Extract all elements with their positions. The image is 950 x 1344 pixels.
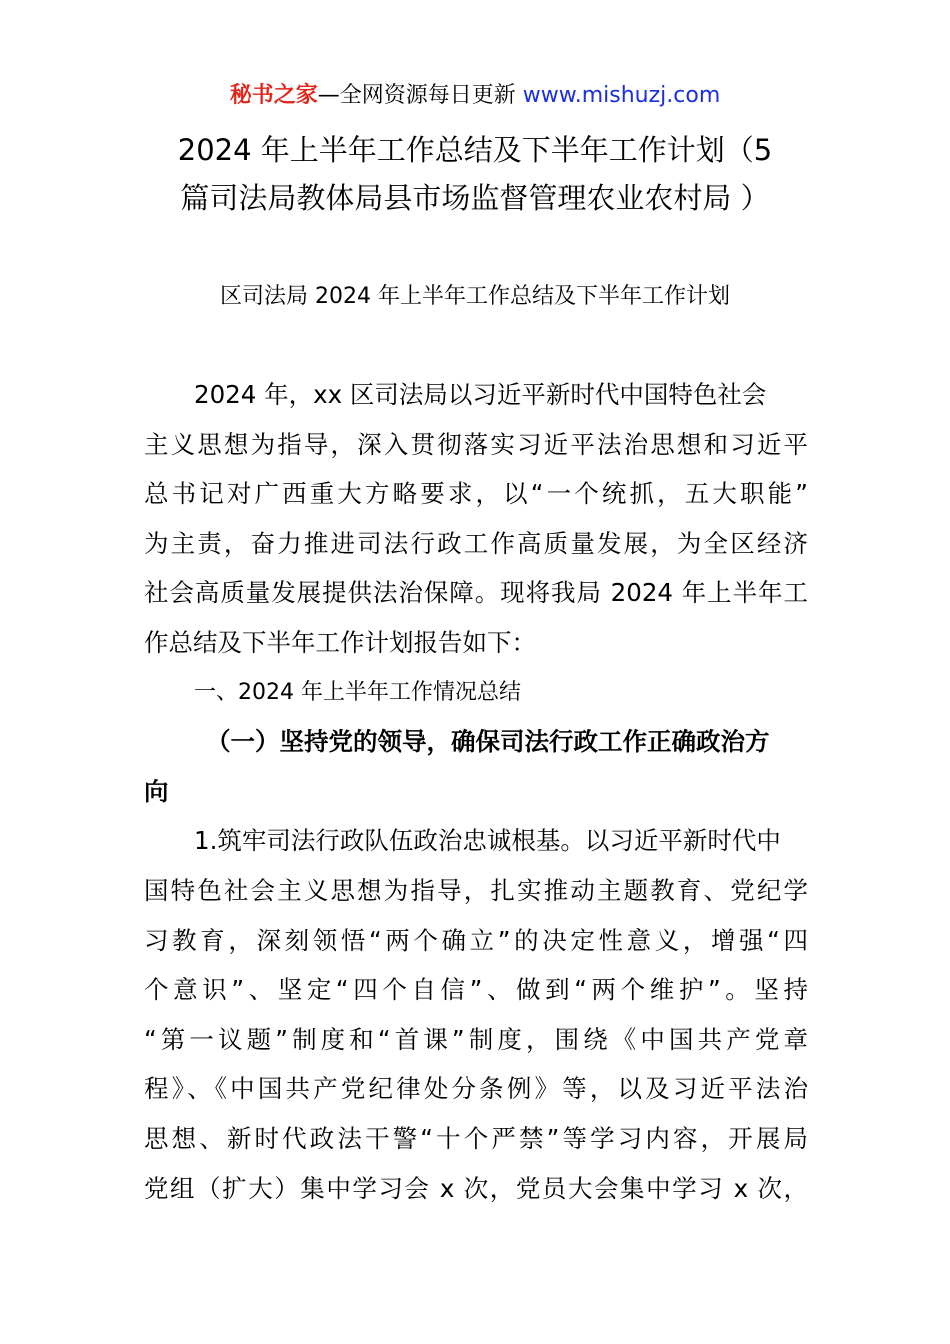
paragraph-line: 社会高质量发展提供法治保障。现将我局 2024 年上半年工 — [144, 578, 808, 608]
paragraph-line: 1.筑牢司法行政队伍政治忠诚根基。以习近平新时代中 — [194, 826, 781, 856]
paragraph-line: 个意识”、坚定“四个自信”、做到“两个维护”。坚持 — [144, 975, 808, 1005]
document-title-line: 篇司法局教体局县市场监督管理农业农村局 ） — [180, 181, 770, 215]
paragraph-line: 2024 年，xx 区司法局以习近平新时代中国特色社会 — [194, 380, 767, 409]
site-tagline: —全网资源每日更新 — [317, 83, 516, 108]
paragraph-line: 主义思想为指导，深入贯彻落实习近平法治思想和习近平 — [144, 429, 808, 459]
site-header — [0, 80, 950, 112]
paragraph-line: “第一议题”制度和“首课”制度，围绕《中国共产党章 — [144, 1024, 808, 1054]
brand-name: 秘书之家 — [229, 83, 318, 108]
subsection-heading-line: （一）坚持党的领导，确保司法行政工作正确政治方 — [206, 727, 770, 757]
paragraph-line: 党组（扩大）集中学习会 x 次，党员大会集中学习 x 次， — [144, 1173, 808, 1203]
paragraph-line: 为主责，奋力推进司法行政工作高质量发展，为全区经济 — [144, 528, 808, 558]
document-title-line: 2024 年上半年工作总结及下半年工作计划（5 — [177, 133, 773, 167]
site-url: www.mishuzj.com — [522, 83, 721, 108]
paragraph-line: 作总结及下半年工作计划报告如下： — [144, 627, 536, 657]
section-title: 区司法局 2024 年上半年工作总结及下半年工作计划 — [220, 284, 730, 309]
paragraph-line: 思想、新时代政法干警“十个严禁”等学习内容，开展局 — [144, 1123, 808, 1153]
paragraph-line: 习教育，深刻领悟“两个确立”的决定性意义，增强“四 — [144, 925, 808, 955]
body-text — [144, 370, 808, 1213]
subsection-heading-line: 向 — [144, 776, 169, 806]
document-title — [0, 126, 950, 222]
paragraph-line: 程》、《中国共产党纪律处分条例》等，以及习近平法治 — [144, 1074, 808, 1104]
paragraph-line: 总书记对广西重大方略要求，以“一个统抓，五大职能” — [144, 479, 808, 509]
section-heading: 一、2024 年上半年工作情况总结 — [194, 679, 521, 705]
paragraph-line: 国特色社会主义思想为指导，扎实推动主题教育、党纪学 — [144, 875, 808, 905]
